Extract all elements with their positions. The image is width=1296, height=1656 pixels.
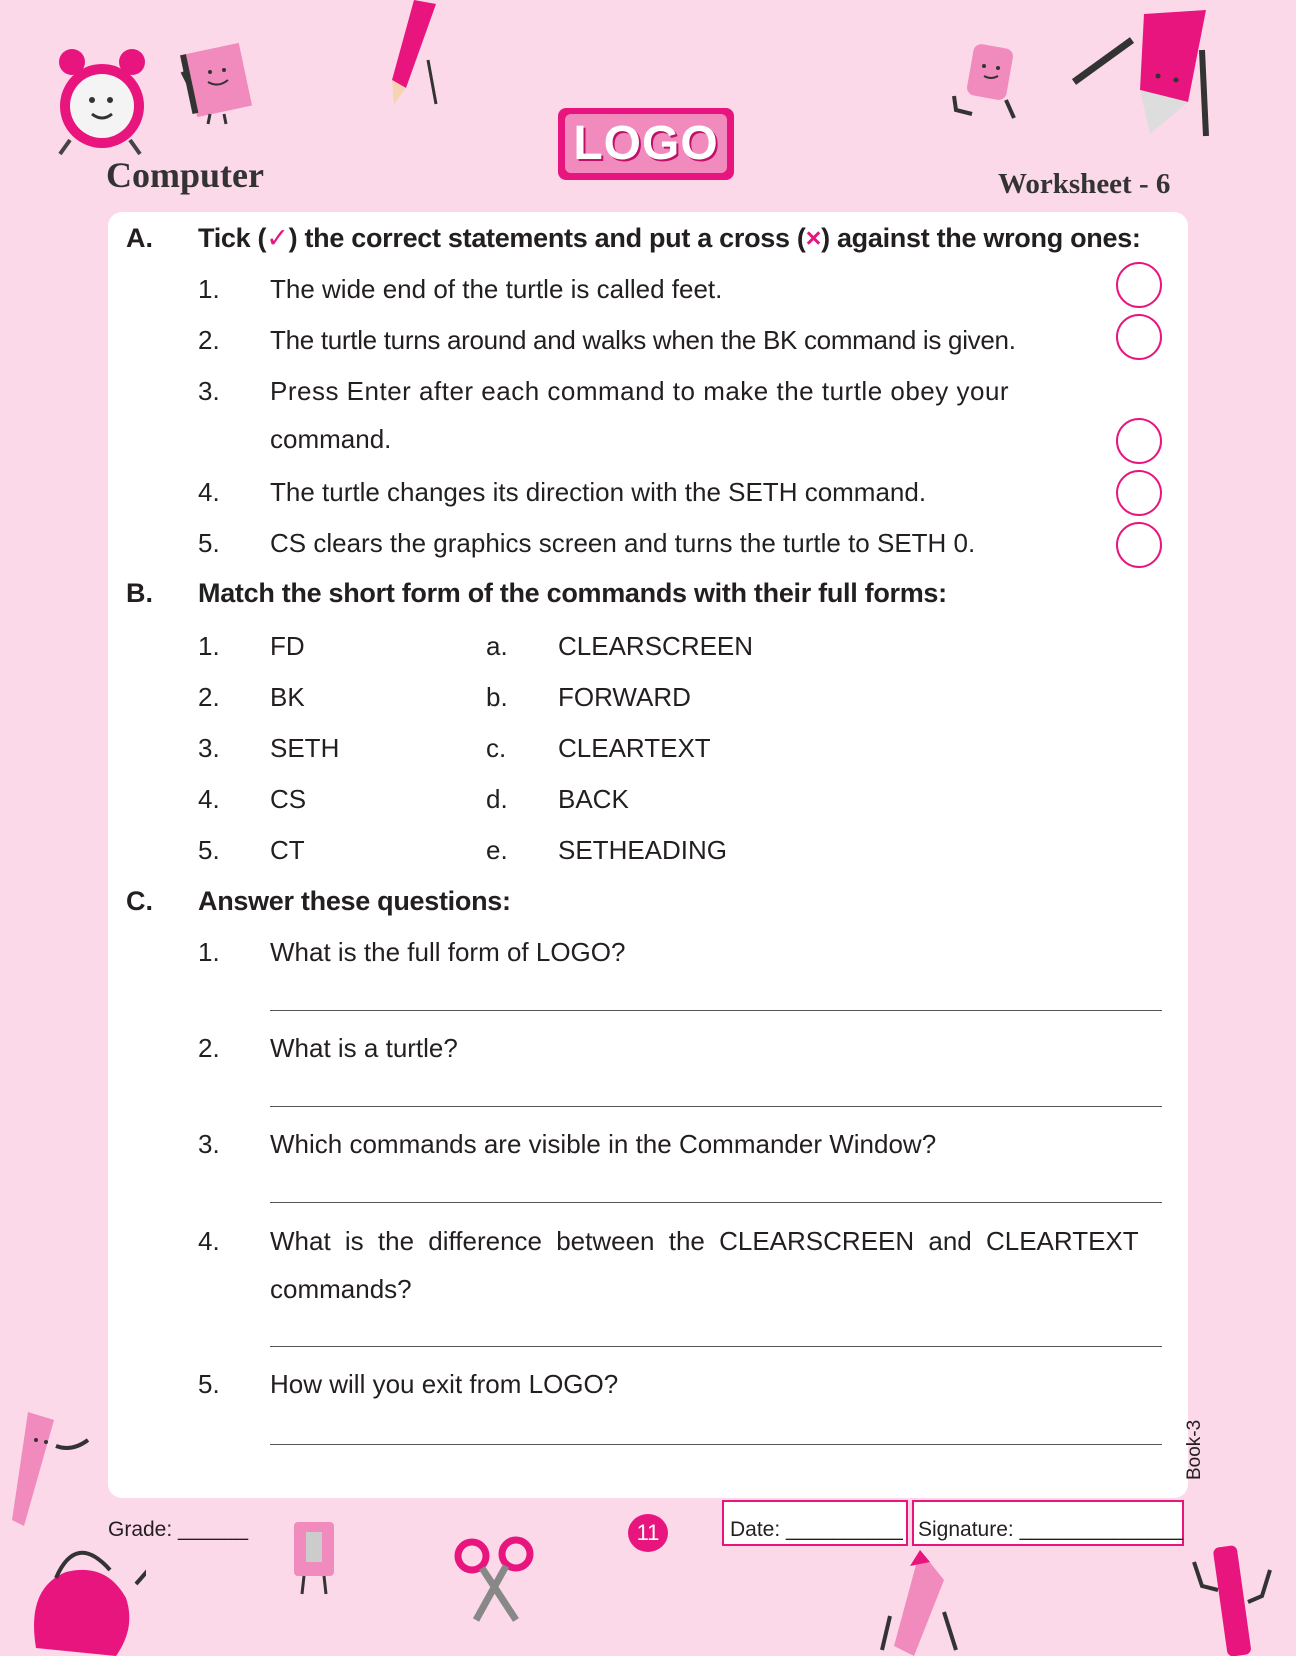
b4-letter: d.	[486, 784, 508, 814]
b2-short-form: BK	[270, 682, 305, 712]
b2-letter: b.	[486, 682, 508, 712]
a1-answer-circle[interactable]	[1116, 262, 1162, 308]
book-label: Book-3	[1184, 1419, 1205, 1480]
b1-full-form: CLEARSCREEN	[558, 631, 754, 661]
cross-icon: ×	[805, 223, 822, 253]
b1-number: 1.	[198, 631, 220, 661]
c3-answer-line[interactable]	[270, 1202, 1162, 1203]
sharpener-illustration	[282, 1516, 348, 1596]
c4-number: 4.	[198, 1226, 220, 1256]
a4-number: 4.	[198, 477, 220, 507]
b5-number: 5.	[198, 835, 220, 865]
a1-statement: The wide end of the turtle is called feet.	[270, 274, 723, 304]
bag-illustration	[16, 1528, 146, 1656]
c4-answer-line[interactable]	[270, 1346, 1162, 1347]
date-box[interactable]	[722, 1500, 908, 1546]
a5-answer-circle[interactable]	[1116, 522, 1162, 568]
a2-number: 2.	[198, 325, 220, 355]
c2-number: 2.	[198, 1033, 220, 1063]
section-b-letter: B.	[126, 578, 153, 608]
worksheet-number: Worksheet - 6	[998, 168, 1171, 200]
page-number: 11	[628, 1514, 668, 1552]
b5-short-form: CT	[270, 835, 305, 865]
b3-short-form: SETH	[270, 733, 340, 763]
a4-statement: The turtle changes its direction with the SETH command.	[270, 477, 927, 507]
b4-number: 4.	[198, 784, 220, 814]
c2-question: What is a turtle?	[270, 1033, 458, 1063]
c5-number: 5.	[198, 1369, 220, 1399]
notepad-illustration	[176, 42, 260, 126]
c5-question: How will you exit from LOGO?	[270, 1369, 619, 1399]
eraser-illustration	[946, 40, 1028, 122]
ruler-character-illustration	[8, 1410, 94, 1528]
b3-letter: c.	[486, 733, 507, 763]
pen-character-illustration	[1190, 1540, 1278, 1656]
subject-title: Computer	[106, 155, 264, 195]
a5-statement: CS clears the graphics screen and turns the turtle to SETH 0.	[270, 528, 976, 558]
grade-field[interactable]: Grade: ______	[108, 1518, 249, 1541]
a5-number: 5.	[198, 528, 220, 558]
section-a-title: Tick (✓) the correct statements and put a cross (×) against the wrong ones:	[198, 223, 1141, 253]
b4-full-form: BACK	[558, 784, 629, 814]
b5-full-form: SETHEADING	[558, 835, 728, 865]
c4-question: What is the difference between the CLEARSCREEN and CLEARTEXT	[270, 1226, 1139, 1256]
a3-statement-cont: command.	[270, 424, 392, 454]
c5-answer-line[interactable]	[270, 1444, 1162, 1445]
alarm-clock-illustration	[52, 42, 152, 160]
a4-answer-circle[interactable]	[1116, 470, 1162, 516]
signature-box[interactable]	[912, 1500, 1184, 1546]
section-c-letter: C.	[126, 886, 153, 916]
tick-icon: ✓	[266, 223, 289, 253]
a1-number: 1.	[198, 274, 220, 304]
b2-full-form: FORWARD	[558, 682, 691, 712]
c1-answer-line[interactable]	[270, 1010, 1162, 1011]
section-c-title: Answer these questions:	[198, 886, 511, 916]
a2-statement: The turtle turns around and walks when the BK command is given.	[270, 325, 1016, 355]
b1-short-form: FD	[270, 631, 305, 661]
pencil-illustration	[384, 0, 440, 110]
c1-question: What is the full form of LOGO?	[270, 937, 626, 967]
c1-number: 1.	[198, 937, 220, 967]
signature-label: Signature: ______________	[918, 1518, 1184, 1541]
crayon-character-illustration	[880, 1546, 962, 1656]
a3-number: 3.	[198, 376, 220, 406]
b2-number: 2.	[198, 682, 220, 712]
c3-number: 3.	[198, 1129, 220, 1159]
a3-answer-circle[interactable]	[1116, 418, 1162, 464]
b1-letter: a.	[486, 631, 508, 661]
topic-title: LOGO	[565, 114, 727, 173]
b5-letter: e.	[486, 835, 508, 865]
section-a-letter: A.	[126, 223, 153, 253]
date-label: Date: __________	[730, 1518, 903, 1541]
c3-question: Which commands are visible in the Commander Window?	[270, 1129, 937, 1159]
c2-answer-line[interactable]	[270, 1106, 1162, 1107]
topic-badge	[558, 108, 734, 180]
a2-answer-circle[interactable]	[1116, 314, 1162, 360]
section-b-title: Match the short form of the commands with their full forms:	[198, 578, 947, 608]
a3-statement: Press Enter after each command to make the turtle obey your	[270, 376, 1010, 406]
b4-short-form: CS	[270, 784, 307, 814]
b3-number: 3.	[198, 733, 220, 763]
pencil-character-illustration	[1070, 6, 1220, 138]
c4-question-cont: commands?	[270, 1274, 412, 1304]
b3-full-form: CLEARTEXT	[558, 733, 711, 763]
scissors-illustration	[454, 1536, 536, 1626]
